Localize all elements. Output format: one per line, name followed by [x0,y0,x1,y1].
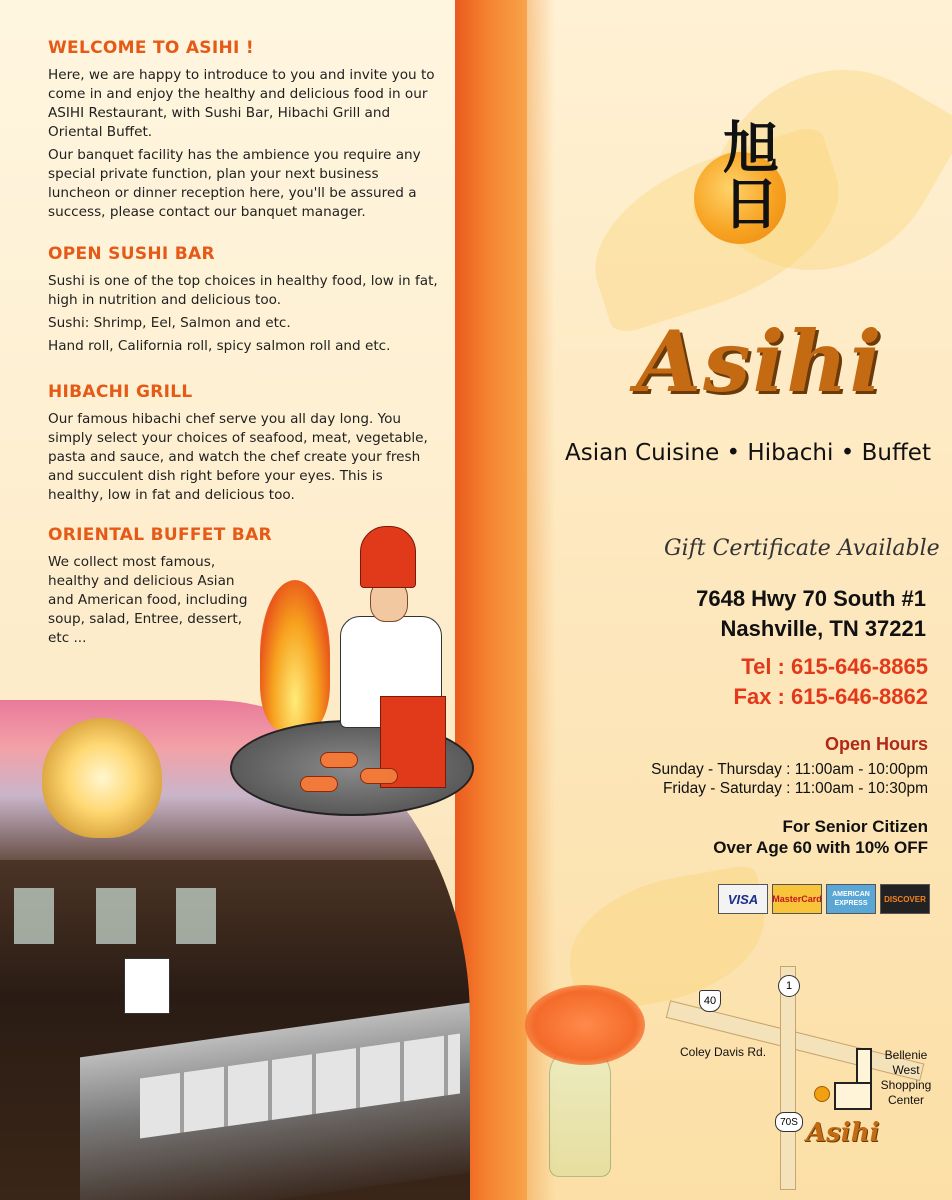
chinese-logo-text: 旭日 [714,118,780,230]
chef-hat [360,526,416,588]
brand-name: Asihi [636,312,884,411]
mastercard-icon: MasterCard [772,884,822,914]
address-line-2: Nashville, TN 37221 [720,616,926,641]
tagline: Asian Cuisine • Hibachi • Buffet [565,440,931,466]
sushi-paragraph-3: Hand roll, California roll, spicy salmon roll and etc. [48,338,391,354]
buffet-paragraph: We collect most famous, healthy and delicious Asian and American food, including soup, salad, Entree, dessert, etc ... [48,554,248,646]
sushi-heading: OPEN SUSHI BAR [48,244,215,264]
gift-certificate-text: Gift Certificate Available [664,536,940,561]
grill-flame [260,580,330,730]
discover-card-icon: DISCOVER [880,884,930,914]
hours-fri-sat: Friday - Saturday : 11:00am - 10:30pm [662,780,928,797]
route-70s-shield-icon: 70S [775,1112,803,1132]
route-1-shield-icon: 1 [778,975,800,997]
amex-card-icon: AMERICAN EXPRESS [826,884,876,914]
shrimp-cocktail-image [515,965,655,1180]
sushi-paragraph-2: Sushi: Shrimp, Eel, Salmon and etc. [48,315,291,331]
coley-davis-road-label: Coley Davis Rd. [680,1045,767,1059]
hours-sun-thu: Sunday - Thursday : 11:00am - 10:00pm [651,761,928,778]
chandelier [42,718,162,838]
visa-card-icon: VISA [718,884,768,914]
welcome-paragraph-2: Our banquet facility has the ambience you require any special private function, plan your next business luncheon or dinner reception here, you'll be assured a success, please contact our banquet manager. [48,147,421,220]
address-line-1: 7648 Hwy 70 South #1 [696,586,926,611]
senior-discount-line-2: Over Age 60 with 10% OFF [713,838,928,857]
hibachi-heading: HIBACHI GRILL [48,382,193,402]
restaurant-location-marker [814,1086,830,1102]
buffet-heading: ORIENTAL BUFFET BAR [48,525,272,545]
buffet-sign [124,958,170,1014]
map-road-vertical [780,966,796,1190]
open-hours-title: Open Hours [824,734,928,754]
map-brand-logo: Asihi [806,1118,880,1148]
welcome-paragraph-1: Here, we are happy to introduce to you and invite you to come in and enjoy the healthy and delicious food in our ASIHI Restaurant, with Sushi Bar, Hibachi Grill and Oriental Buffet. [48,67,435,140]
interstate-40-shield-icon: 40 [699,990,721,1012]
sushi-section [48,244,438,360]
telephone: Tel : 615-646-8865 [741,654,928,679]
payment-cards [718,884,930,916]
welcome-heading: WELCOME TO ASIHI ! [48,38,254,58]
fax: Fax : 615-646-8862 [733,684,928,709]
shopping-center-label: Bellenie West Shopping Center [880,1048,932,1107]
welcome-section [48,38,438,226]
senior-discount-line-1: For Senior Citizen [782,817,928,836]
hibachi-section [48,382,438,509]
hibachi-chef-illustration [230,520,480,820]
hibachi-paragraph: Our famous hibachi chef serve you all day long. You simply select your choices of seafood, meat, vegetable, pasta and sauce, and watch the chef create your fresh and succulent dish right before your eyes. This is healthy, low in fat and delicious too. [48,411,428,503]
sushi-paragraph-1: Sushi is one of the top choices in healthy food, low in fat, high in nutrition and delicious too. [48,273,438,308]
